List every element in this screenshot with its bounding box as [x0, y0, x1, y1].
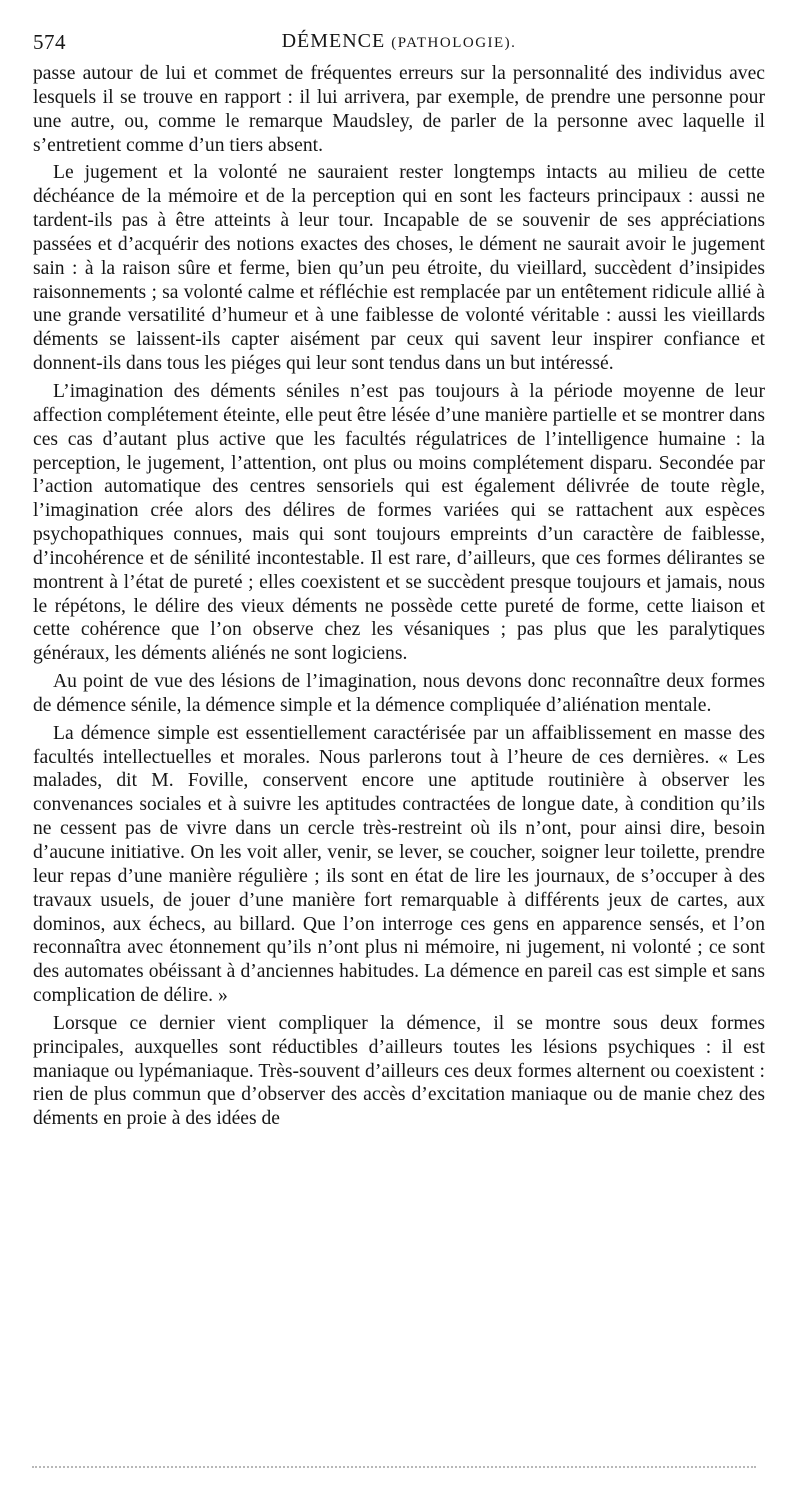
paragraph-continuation: passe autour de lui et commet de fréquentes erreurs sur la personnalité des individus avec lesquels il se trouve en rapport : il lui arrivera, par exemple, de prendre une personne pour une autre, ou, comme le remarque Maudsley, de parler de la personne avec laquelle il s’entretient comme d’un tiers absent. [33, 63, 765, 156]
paragraph-demence-simple: La démence simple est essentiellement caractérisée par un affaiblissement en masse des facultés intellectuelles et morales. Nous parlerons tout à l’heure de ces dernières. « Les malades, dit M. Foville, conservent encore une aptitude routinière à observer les convenances sociales et à suivre les aptitudes contractées de longue date, à condition qu’ils ne cessent pas de vivre dans un cercle très-restreint où ils n’ont, pour ainsi dire, besoin d’aucune initiative. On les voit aller, venir, se lever, se coucher, soigner leur toilette, prendre leur repas d’une manière régulière ; ils sont en état de lire les journaux, de s’occuper à des travaux usuels, de jouer d’une manière fort remarquable à différents jeux de cartes, aux dominos, aux échecs, au billard. Que l’on interroge ces gens en apparence sensés, et l’on reconnaîtra avec étonnement qu’ils n’ont plus ni mémoire, ni jugement, ni volonté ; ce sont des automates obéissant à d’anciennes habitudes. La démence en pareil cas est simple et sans complication de délire. » [33, 722, 765, 1007]
footer-dotted-rule [32, 1466, 756, 1468]
paragraph-jugement-volonte: Le jugement et la volonté ne sauraient rester longtemps intacts au milieu de cette déchéance de la mémoire et de la perception qui en sont les facteurs principaux : aussi ne tardent-ils pas à être atteints à leur tour. Incapable de se souvenir de ses appréciations passées et d’acquérir des notions exactes des choses, le dément ne saurait avoir le jugement sain : à la raison sûre et ferme, bien qu’un peu étroite, du vieillard, succèdent d’insipides raisonnements ; sa volonté calme et réfléchie est remplacée par un entêtement ridicule allié à une grande versatilité d’humeur et à une faiblesse de volonté véritable : aussi les vieillards déments se laissent-ils capter aisément par ceux qui savent leur inspirer confiance et donnent-ils dans tous les piéges qui leur sont tendus dans un but intéressé. [33, 162, 765, 375]
running-head-subtitle: (PATHOLOGIE). [391, 35, 517, 51]
paragraph-deux-formes: Au point de vue des lésions de l’imagination, nous devons donc reconnaître deux formes de démence sénile, la démence simple et la démence compliquée d’aliénation mentale. [33, 671, 765, 716]
paragraph-imagination: L’imagination des déments séniles n’est pas toujours à la période moyenne de leur affection complétement éteinte, elle peut être lésée d’une manière partielle et se montrer dans ces cas d’autant plus active que les facultés régulatrices de l’intelligence humaine : la perception, le jugement, l’attention, ont plus ou moins complétement disparu. Secondée par l’action automatique des centres sensoriels qui est également délivrée de toute règle, l’imagination crée alors des délires de formes variées qui se rattachent aux espèces psychopathiques connues, mais qui sont toujours empreints d’un caractère de faiblesse, d’incohérence et de sénilité incontestable. Il est rare, d’ailleurs, que ces formes délirantes se montrent à l’état de pureté ; elles coexistent et se succèdent presque toujours et jamais, nous le répétons, le délire des vieux déments ne possède cette pureté de forme, cette liaison et cette cohérence que l’on observe chez les vésaniques ; pas plus que les paralytiques généraux, les déments aliénés ne sont logiciens. [33, 380, 765, 665]
page-number: 574 [33, 30, 66, 54]
page-header [33, 28, 765, 62]
body-text [33, 62, 765, 1131]
paragraph-demence-compliquee: Lorsque ce dernier vient compliquer la démence, il se montre sous deux formes principales, auxquelles sont réductibles d’ailleurs toutes les lésions psychiques : il est maniaque ou lypémaniaque. Très-souvent d’ailleurs ces deux formes alternent ou coexistent : rien de plus commun que d’observer des accès d’excitation maniaque ou de manie chez des déments en proie à des idées de [33, 1012, 765, 1130]
running-head [33, 30, 765, 53]
document-page [33, 28, 765, 1131]
running-head-title: DÉMENCE [281, 30, 386, 52]
